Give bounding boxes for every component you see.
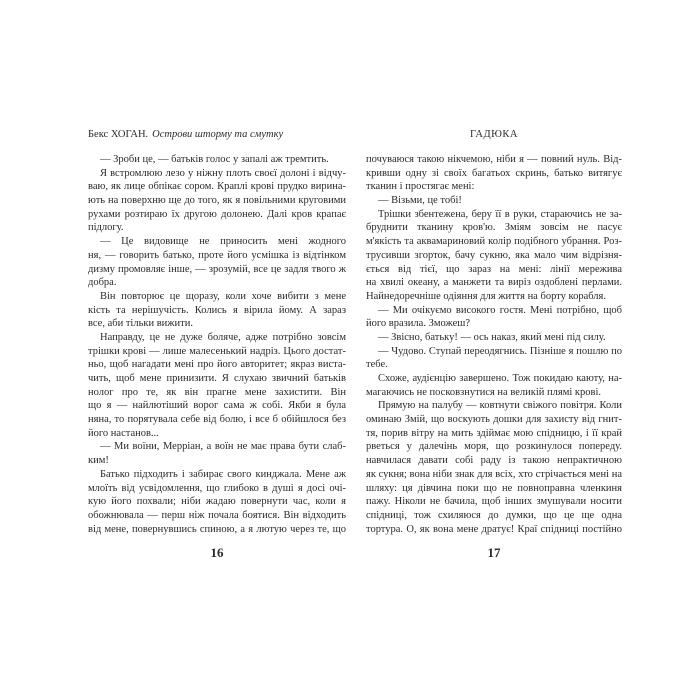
- text-line: Прямую на палубу — ковтнути свіжого повітря. Коли: [378, 400, 622, 412]
- text-line: — Ми очікуємо високого гостя. Мені потрібно, щоб: [378, 304, 622, 316]
- text-line: бруднити тканину кров'ю. Зміям зовсім не пасує: [366, 222, 622, 234]
- text-line: — Це видовище не приносить мені жодного: [100, 236, 346, 248]
- text-line: шляху: ця дівчина поки що не повноправна членкиня: [366, 482, 622, 494]
- text-line: ється від тієї, що зараз на мені: лінії мережива: [366, 263, 622, 275]
- text-line: кривши одну зі своїх багатьох скринь, батько витягує: [366, 167, 622, 179]
- running-header-right: [366, 129, 622, 140]
- text-line: пажу. Ніколи не бачила, щоб інших змушували носити: [366, 496, 622, 508]
- text-line: обожнювала — перш ніж почала боятися. Він відходить: [88, 509, 346, 521]
- text-line: тя, порив вітру на мить здіймає мою спідницю, і її край: [366, 427, 622, 439]
- text-line: чить, щоб мене принизити. Я слухаю звичний батьків: [88, 373, 346, 384]
- text-line: ваю, як лице обпікає сором. Краплі крові прудко вирина-: [88, 181, 346, 193]
- text-line: його вразила. Зможеш?: [366, 318, 470, 330]
- text-line: підлогу.: [88, 222, 124, 234]
- text-line: — Чудово. Ступай переодягнись. Пізніше я пошлю по: [378, 345, 622, 357]
- header-author: Бекс ХОГАН.: [88, 129, 149, 140]
- text-line: оминаю Змій, що воскують дошки для захисту від гнит-: [366, 414, 622, 426]
- header-book-title: Острови шторму та смутку: [152, 129, 284, 140]
- text-line: нолог про те, як він прагне мене захистити. Він: [88, 386, 346, 398]
- text-line: рухами розтираю їх другою долонею. Далі кров крапає: [88, 208, 346, 220]
- text-line: — Візьми, це тобі!: [378, 195, 462, 207]
- text-line: магаючись не посковзнутися на великій плямі крові.: [366, 386, 601, 398]
- text-line: ньо, щоб нагадати мені про його авторитет; якраз виста-: [88, 359, 346, 371]
- text-line: на хвилі океану, а манжети та виріз оздоблені перлами.: [366, 277, 622, 289]
- text-line: почуваюся такою нікчемою, ніби я — повний нуль. Від-: [366, 154, 622, 165]
- text-line: дизму промовляє інше, — зрозумій, все це задля твого ж: [88, 263, 346, 275]
- text-line: добра.: [88, 277, 117, 289]
- text-line: кую його похвали; ніби жадаю повернути час, коли я: [88, 496, 346, 508]
- text-line: його настанов...: [88, 427, 159, 439]
- text-line: кість та нерішучість. Колись я вірила йому. А зараз: [88, 304, 346, 316]
- text-line: Найнедоречніше одіяння для життя на борту корабля.: [366, 290, 607, 302]
- text-line: Він повторює це щоразу, коли хоче вибити з мене: [100, 290, 346, 302]
- running-header-left: [88, 129, 346, 140]
- text-line: млоїть від усвідомлення, що глибоко в душі я досі очі-: [88, 482, 346, 494]
- text-line: рветься у далечінь моря, що розкинулося попереду.: [366, 441, 622, 453]
- text-line: трусивши згорток, бачу сукню, яка мало чим відрізня-: [366, 249, 622, 261]
- text-line: Я встромлюю лезо у ніжну плоть своєї долоні і відчу-: [100, 167, 346, 179]
- text-line: тканин і простягає мені:: [366, 181, 475, 193]
- text-line: спідниці, тож схиляюся до думки, що це ще одна: [366, 509, 622, 521]
- text-line: Трішки збентежена, беру її в руки, стараючись не за-: [378, 208, 622, 220]
- text-line: як сукня; вона ніби знак для всіх, хто стрічається мені на: [366, 468, 622, 480]
- page-body: [366, 153, 622, 536]
- text-line: тортура. О, як вона мене дратує! Краї спідниці постійно: [366, 523, 622, 535]
- text-line: що я — найлютіший ворог сама ж собі. Якби я була: [88, 400, 346, 412]
- right-page: [366, 0, 622, 700]
- text-line: Схоже, аудієнцію завершено. Тож покидаю каюту, на-: [378, 373, 622, 384]
- text-line: трішки крові — лише малесенький надріз. Цього достат-: [88, 345, 346, 357]
- text-line: ня, — говорить батько, проте його усмішка із відтінком: [88, 249, 346, 261]
- left-page: [88, 0, 346, 700]
- text-line: все, аби тільки вижити.: [88, 318, 194, 330]
- text-line: ким!: [88, 455, 109, 467]
- text-line: від мене, повернувшись спиною, а я лютую через те, що: [88, 523, 346, 535]
- header-chapter-title: ГАДЮКА: [469, 129, 519, 140]
- text-line: м'якість та аквамариновий колір подібного убрання. Роз-: [366, 236, 622, 248]
- text-line: Батько підходить і забирає свого кинджала. Мене аж: [100, 468, 346, 480]
- text-line: — Зроби це, — батьків голос у запалі аж тремтить.: [100, 154, 329, 165]
- page-body: [88, 153, 346, 536]
- text-line: — Звісно, батьку! — ось наказ, який мені під силу.: [378, 331, 606, 343]
- text-line: — Ми воїни, Мерріан, а воїн не має права бути слаб-: [100, 441, 346, 453]
- text-line: навчилася давати собі раду із такою непрактичною: [366, 455, 622, 467]
- page-number: 17: [487, 545, 501, 560]
- page-number: 16: [210, 545, 224, 560]
- text-line: тебе.: [366, 359, 388, 371]
- text-line: Направду, це не дуже боляче, адже потрібно зовсім: [100, 331, 346, 343]
- text-line: няна, то порятувала себе від болю, і все б обійшлося без: [88, 414, 346, 426]
- text-line: ють на поверхню ще до того, як я повільними круговими: [88, 195, 346, 207]
